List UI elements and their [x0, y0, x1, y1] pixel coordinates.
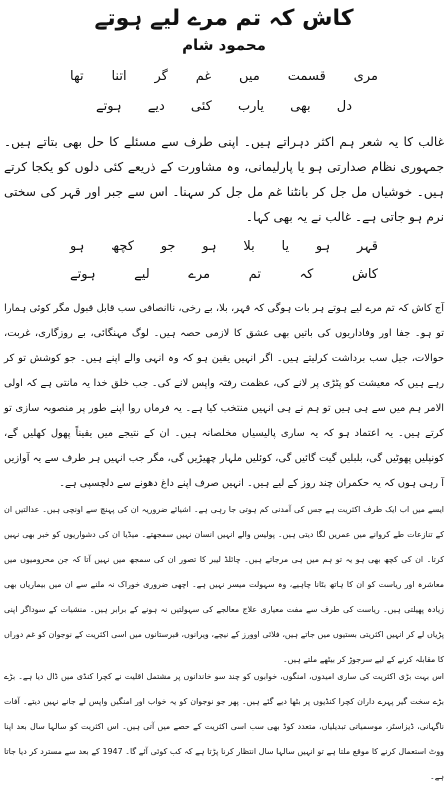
- verse-1-line-2: دل بھی یارب کئی دیے ہوتے: [96, 99, 352, 114]
- paragraph-3: [4, 497, 444, 664]
- paragraph-4: [4, 664, 444, 781]
- paragraph-2-text: آج کاش کہ تم مرے لیے ہوتے ہر بات ہوگی کہ قہر، بلا، بے رخی، ناانصافی سب قابل قبول مگر کوئی ہمارا تو ہو۔ جفا اور وفاداریوں کی باتیں بھی عشق کا لازمی حصہ ہیں۔ لوگ مہنگائی، بے روزگاری، غربت، حوالات، جیل سب برداشت کرلیتے ہیں۔ اگر انہیں یقین ہو کہ وہ انہی والے اپنے ہیں۔ جو کوشش تو کر رہے ہیں کہ معیشت کو پٹڑی پر لانے کی، عظمت رفتہ واپس لانے کی۔ جب خلق خدا یہ مانتی ہے کہ اولی الامر ہم میں سے ہی ہیں تو ہم نے ہی انہیں منتخب کیا ہے۔ یہ فرماں روا اپنے طور پر منصوبہ سازی تو کرتے ہیں۔ یہ اعتماد ہو کہ یہ ساری پالیسیاں مخلصانہ ہیں۔ ان کے نتیجے میں یقیناً پھول کھلیں گے، کونپلیں پھوٹیں گی، بلبلیں گیت گائیں گی، کوئلیں ملہار چھیڑیں گی، مگر جب انہیں ہر طرف سے یہ آوازیں آ رہی ہوں کہ یہ حکمران چند روز کے لیے ہیں۔ انہیں صرف اپنے داغ دھونے سے دلچسپی ہے۔: [4, 303, 444, 489]
- verse-2-line-2: کاش کہ تم مرے لیے ہوتے: [70, 267, 378, 282]
- paragraph-1-text: غالب کا یہ شعر ہم اکثر دہراتے ہیں۔ اپنی طرف سے مسئلے کا حل بھی بتاتے ہیں۔ جمہوری نظام صدارتی ہو یا پارلیمانی، وہ مشاورت کے ذریعے کئی دلوں کو یکجا کرتے ہیں۔ خوشیاں مل جل کر بانٹنا غم مل جل کر سہنا۔ اس سے جبر اور قہر کی سختی نرم ہو جاتی ہے۔ غالب نے یہ بھی کہا۔: [4, 135, 444, 224]
- paragraph-3-text: ایسے میں اب ایک طرف اکثریت ہے جس کی آمدنی کم ہوتی جا رہی ہے۔ اشیائے ضروریہ ان کی پہنچ سے اونچی ہیں۔ عدالتیں ان کے تنازعات طے کروانے میں عمریں لگا دیتی ہیں۔ پولیس والے انہیں انسان نہیں سمجھتے۔ میڈیا ان کی دشواریوں کو خبر بھی نہیں کرتا۔ ان کی کچھ بھی ہو یہ تو ہم میں ہی مرجاتے ہیں۔ چائلڈ لیبر کا تصور ان کی سمجھ میں نہیں آتا کہ جن محرومیوں میں معاشرہ اور ریاست کو ان کا ہاتھ بٹانا چاہیے، وہ سہولت میسر نہیں ہے۔ اچھی ضروری خوراک نہ ملنے سے ان میں بیماریاں بھی زیادہ پھیلتی ہیں۔ ریاست کی طرف سے مفت معیاری علاج معالجے کی سہولتیں نہ ہونے کے برابر ہیں۔ منشیات کے سوداگر اپنی پڑیاں لے کر انہیں اکثریتی بستیوں میں جاتے ہیں، فلائی اوورز کے نیچے، ویرانوں، قبرستانوں میں اسی اکثریت کے نوجوان کو غم دوراں کا مقابلہ کرنے کے لیے سرجوڑ کر بیٹھے ملتے ہیں۔: [4, 505, 444, 664]
- author-name: محمود شام: [182, 36, 266, 54]
- article-title: کاش کہ تم مرے لیے ہوتے: [94, 6, 354, 31]
- paragraph-2: [4, 296, 444, 496]
- verse-1-line-1: مری قسمت میں غم گر اتنا تھا: [70, 69, 378, 84]
- verse-2-line-1: قہر ہو یا بلا ہو جو کچھ ہو: [70, 239, 378, 254]
- paragraph-4-text: اس بہت بڑی اکثریت کی ساری امیدوں، امنگوں، خوابوں کو چند سو خاندانوں پر مشتمل اقلیت نے کچرا کنڈی میں ڈال دیا ہے۔ بڑے بڑے سخت گیر پہرے داران کچرا کنڈیوں پر بٹھا دیے گئے ہیں۔ پھر جو نوجوان کو یہ خواب اور امنگیں واپس لے جانے نہیں دیتے۔ آفات ناگہانی، ڈیزاسٹر، موسمیاتی تبدیلیاں، متعدد کوڈ بھی سب اسی اکثریت کے حصے میں آتی ہیں۔ اس اکثریت کو سالہا سال بعد اپنا ووٹ استعمال کرنے کا موقع ملتا ہے تو انہیں سالہا سال انتظار کرنا پڑتا ہے کہ کب کوئی آئے گا۔ 1947 کے بعد سے مسترد کر دیا جاتا ہے۔: [4, 672, 444, 781]
- paragraph-1: [4, 130, 444, 232]
